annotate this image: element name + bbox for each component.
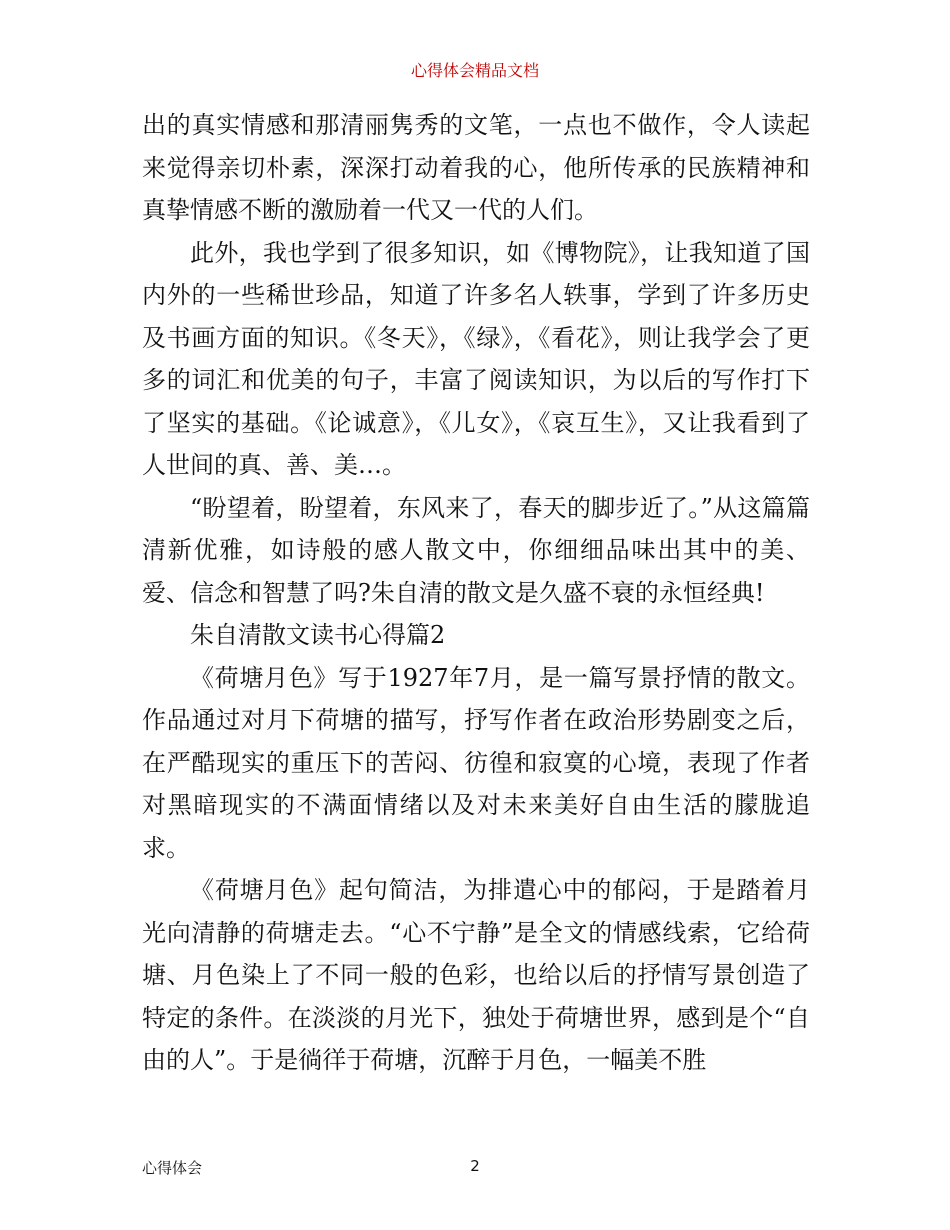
paragraph-hetang-intro: 《荷塘月色》写于1927年7月，是一篇写景抒情的散文。作品通过对月下荷塘的描写，抒写作者在政治形势剧变之后，在严酷现实的重压下的苦闷、彷徨和寂寞的心境，表现了作者对黑暗现实的不满面情绪以及对未来美好自由生活的朦胧追求。 (142, 663, 810, 862)
paragraph-hetang-analysis: 《荷塘月色》起句简洁，为排遣心中的郁闷，于是踏着月光向清静的荷塘走去。“心不宁静”是全文的情感线索，它给荷塘、月色染上了不同一般的色彩，也给以后的抒情写景创造了特定的条件。在淡淡的月光下，独处于荷塘世界，感到是个“自由的人”。于是徜徉于荷塘，沉醉于月色，一幅美不胜 (142, 876, 810, 1074)
document-header-title: 心得体会精品文档 (410, 61, 539, 80)
section-heading: 朱自清散文读书心得篇2 (190, 621, 446, 649)
paragraph-continuation: 出的真实情感和那清丽隽秀的文笔，一点也不做作，令人读起来觉得亲切朴素，深深打动着我的心，他所传承的民族精神和真挚情感不断的激励着一代又一代的人们。 (142, 111, 810, 224)
page-number: 2 (470, 1157, 480, 1175)
document-body (142, 104, 810, 1082)
paragraph-quote: “盼望着，盼望着，东风来了，春天的脚步近了。”从这篇篇清新优雅，如诗般的感人散文中，你细细品味出其中的美、爱、信念和智慧了吗?朱自清的散文是久盛不衰的永恒经典! (142, 493, 810, 607)
footer-label: 心得体会 (142, 1159, 203, 1177)
paragraph-knowledge: 此外，我也学到了很多知识，如《博物院》，让我知道了国内外的一些稀世珍品，知道了许多名人轶事，学到了许多历史及书画方面的知识。《冬天》，《绿》，《看花》，则让我学会了更多的词汇和优美的句子，丰富了阅读知识，为以后的写作打下了坚实的基础。《论诚意》，《儿女》，《哀互生》，又让我看到了人世间的真、善、美…。 (142, 238, 810, 479)
